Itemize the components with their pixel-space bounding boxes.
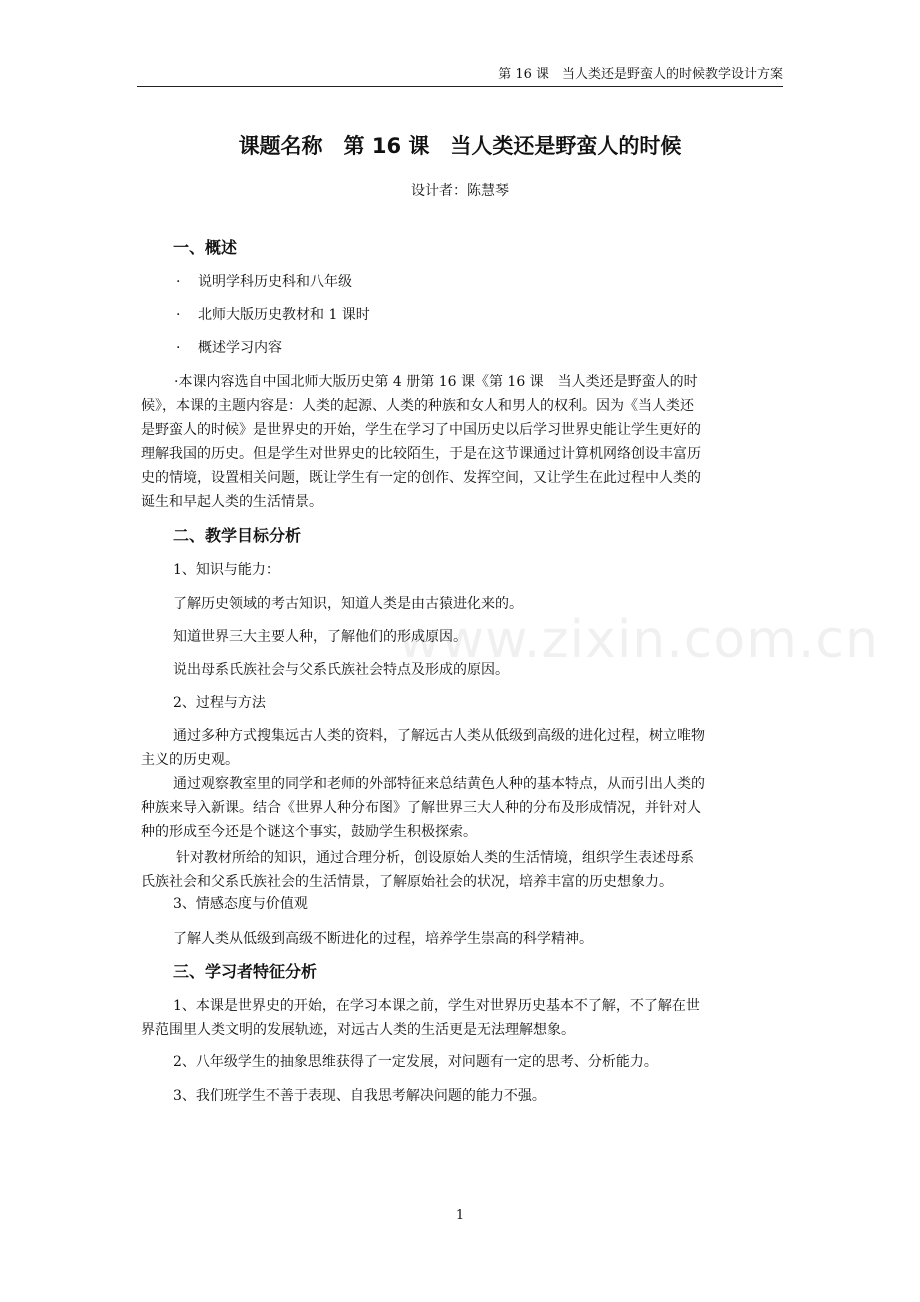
process-paragraph: 针对教材所给的知识，通过合理分析，创设原始人类的生活情境，组织学生表述母系 氏族社会和父系氏族社会的生活情景，了解原始社会的状况，培养丰富的历史想象力。 — [141, 850, 694, 890]
learner-item: 1、本课是世界史的开始，在学习本课之前，学生对世界历史基本不了解，不了解在世 界范围里人类文明的发展轨迹，对远古人类的生活更是无法理解想象。 — [141, 998, 700, 1038]
values-item: 了解人类从低级到高级不断进化的过程，培养学生崇高的科学精神。 — [173, 931, 593, 947]
learner-item: 2、八年级学生的抽象思维获得了一定发展，对问题有一定的思考、分析能力。 — [173, 1054, 658, 1070]
bullet-dot-icon: · — [176, 340, 181, 356]
bullet-item: · 北师大版历史教材和 1 课时 — [176, 307, 370, 323]
page-number: 1 — [455, 1208, 465, 1223]
subheading-values: 3、情感态度与价值观 — [173, 896, 308, 912]
subheading-knowledge: 1、知识与能力： — [173, 562, 280, 578]
watermark: www.zixin.com.cn — [398, 610, 879, 670]
header-text: 第 16 课 当人类还是野蛮人的时候教学设计方案 — [498, 67, 783, 82]
knowledge-item: 了解历史领域的考古知识，知道人类是由古猿进化来的。 — [173, 596, 523, 612]
bullet-item: · 说明学科历史科和八年级 — [176, 274, 352, 290]
designer-line: 设计者：陈慧琴 — [411, 183, 509, 199]
overview-paragraph: ·本课内容选自中国北师大版历史第 4 册第 16 课《第 16 课 当人类还是野蛮人的时 候》，本课的主题内容是：人类的起源、人类的种族和女人和男人的权利。因为《当人类还 是野蛮人的时候》是世界史的开始，学生在学习了中国历史以后学习世界史能让学生更好的 理解我国的历史。但是学生对世界史的比较陌生，于是在这节课通过计算机网络创设丰富历 史的情境，设置相关问题，既让学生有一定的创作、发挥空间，又让学生在此过程中人类的 诞生和早起人类的生活情景。 — [141, 374, 701, 510]
knowledge-item: 说出母系氏族社会与父系氏族社会特点及形成的原因。 — [173, 662, 509, 678]
subheading-process: 2、过程与方法 — [173, 695, 266, 711]
bullet-dot-icon: · — [176, 274, 181, 290]
bullet-item: · 概述学习内容 — [176, 340, 282, 356]
learner-item: 3、我们班学生不善于表现、自我思考解决问题的能力不强。 — [173, 1088, 546, 1104]
process-paragraph: 通过多种方式搜集远古人类的资料，了解远古人类从低级到高级的进化过程，树立唯物 主义的历史观。 — [141, 728, 705, 768]
knowledge-item: 知道世界三大主要人种，了解他们的形成原因。 — [173, 629, 467, 645]
section-heading-overview: 一、概述 — [173, 238, 238, 257]
page-header — [137, 66, 783, 87]
section-heading-objectives: 二、教学目标分析 — [173, 526, 302, 545]
section-heading-learners: 三、学习者特征分析 — [173, 962, 318, 981]
bullet-dot-icon: · — [176, 307, 181, 323]
document-title: 课题名称 第 16 课 当人类还是野蛮人的时候 — [238, 134, 682, 158]
process-paragraph: 通过观察教室里的同学和老师的外部特征来总结黄色人种的基本特点，从而引出人类的 种族来导入新课。结合《世界人种分布图》了解世界三大人种的分布及形成情况，并针对人 种的形成至今还是个谜这个事实，鼓励学生积极探索。 — [141, 776, 705, 840]
